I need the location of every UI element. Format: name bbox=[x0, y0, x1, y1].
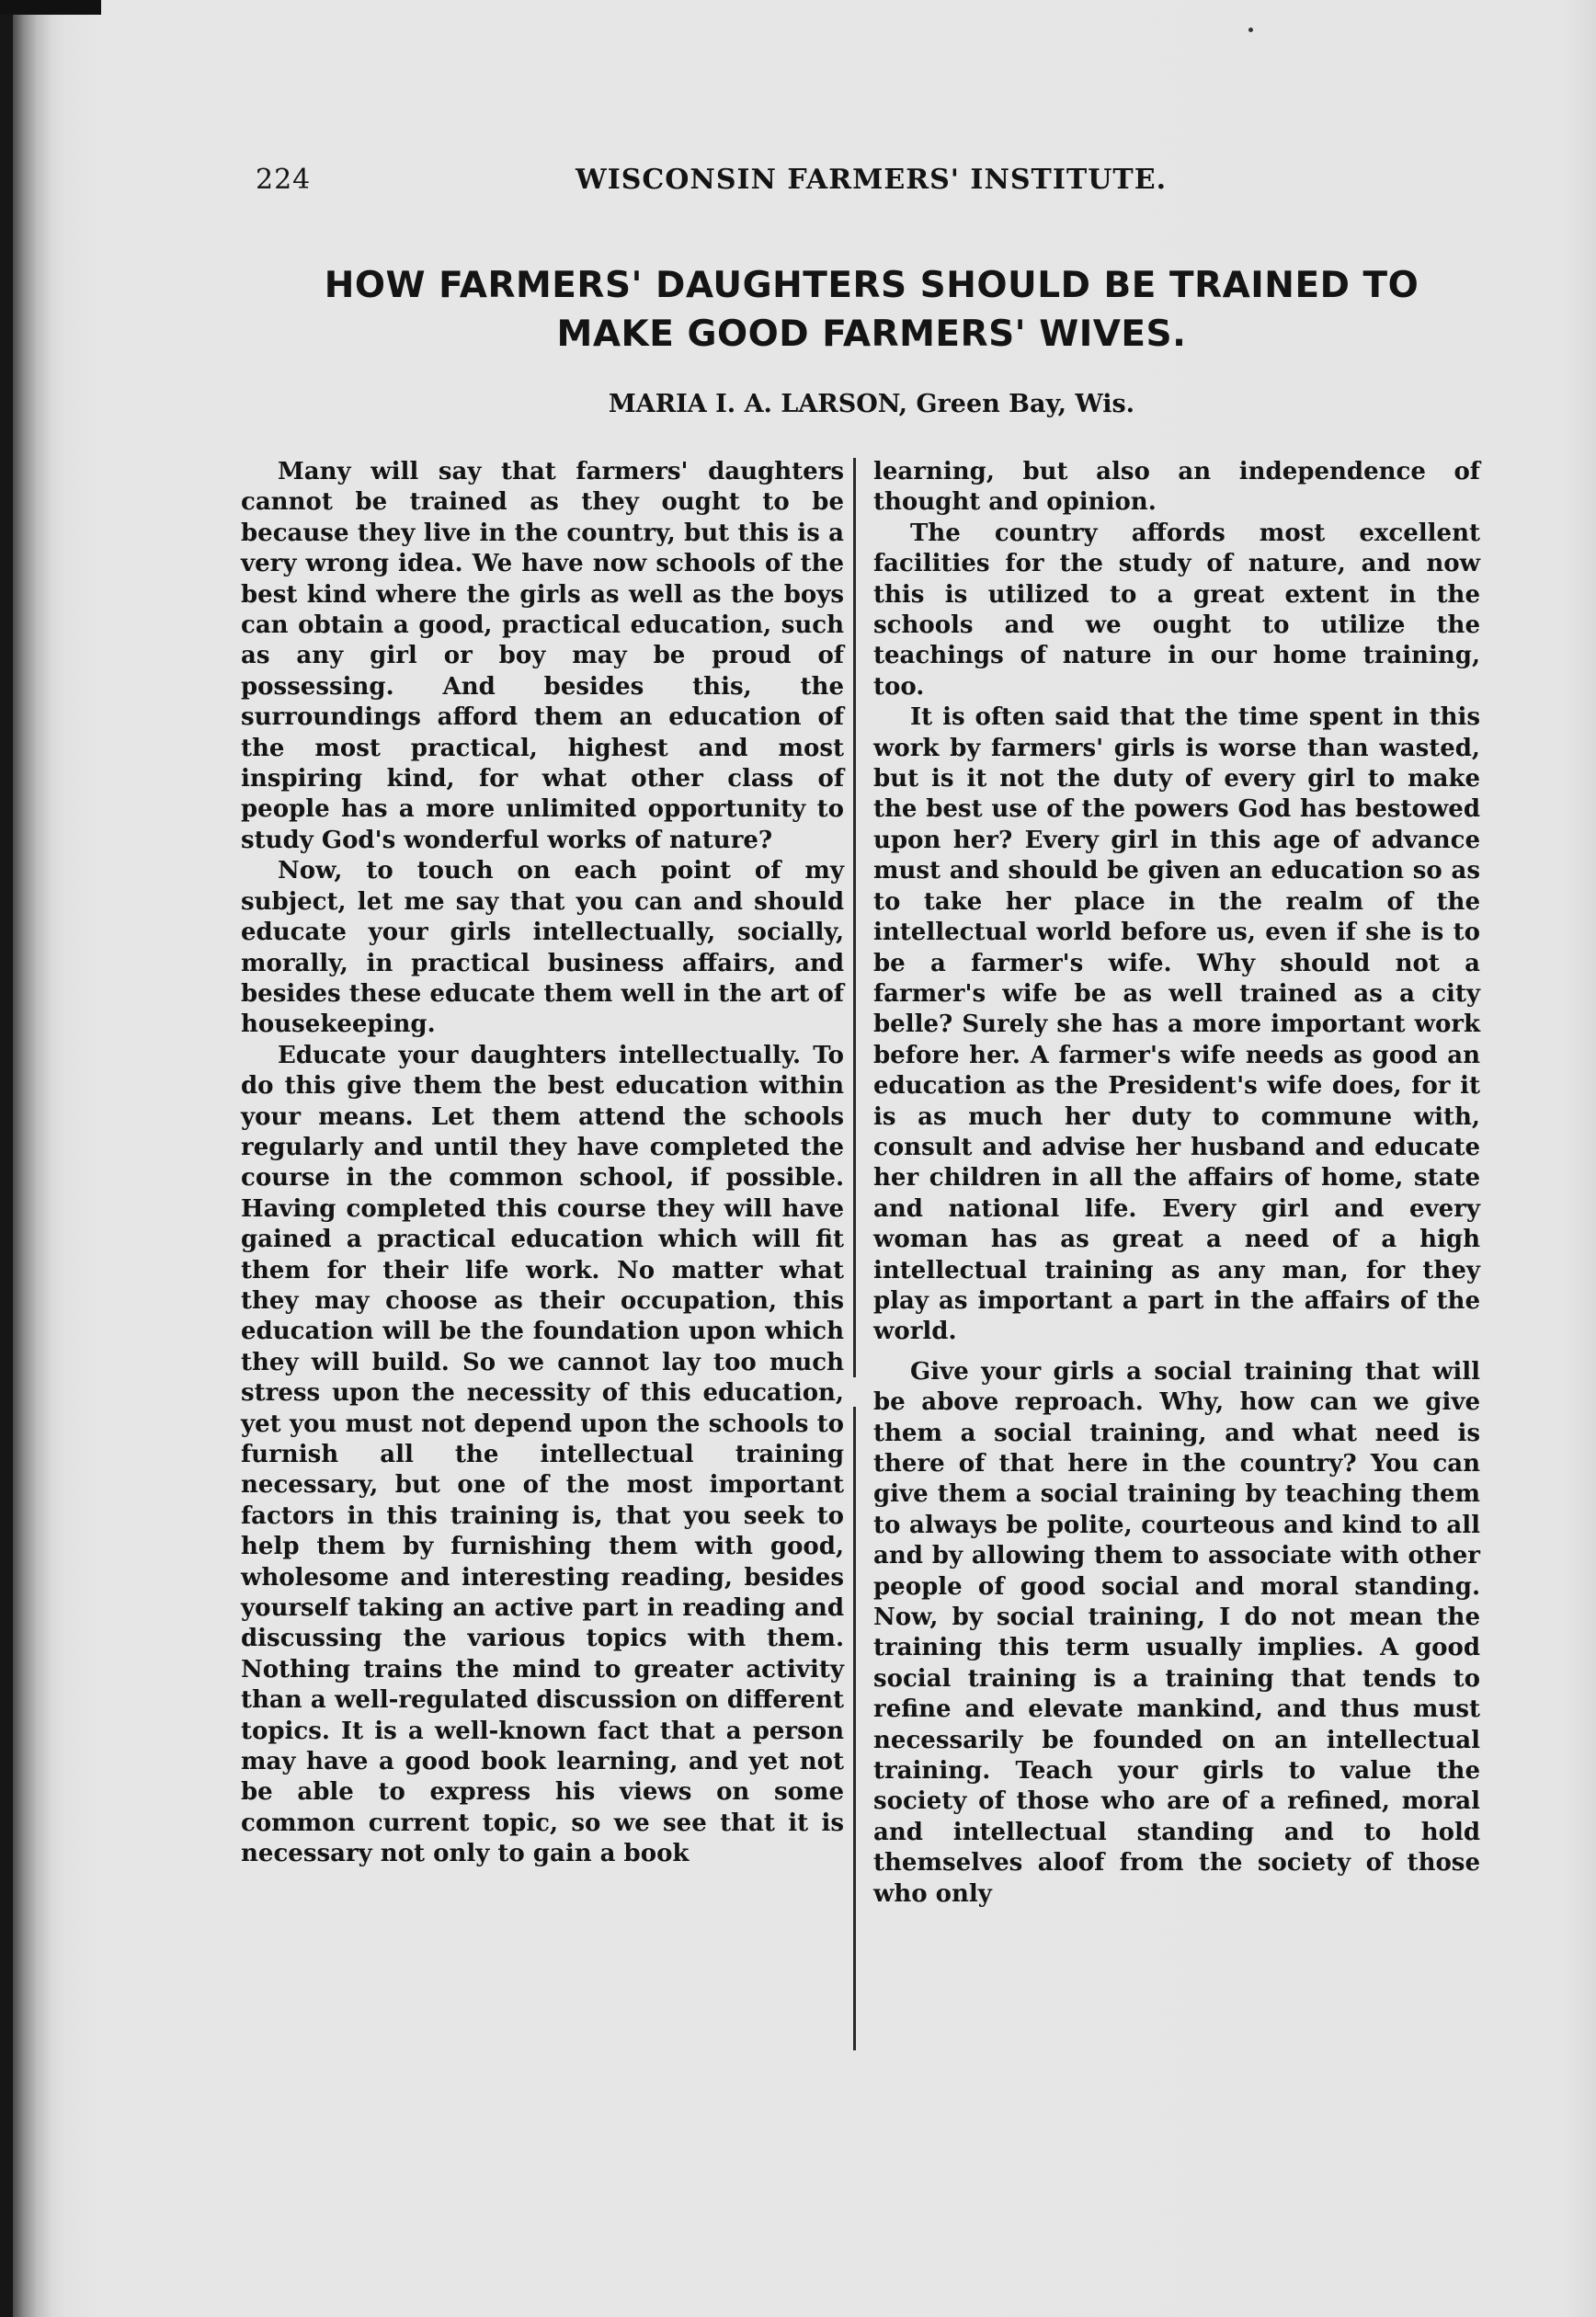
right-column bbox=[873, 457, 1480, 1910]
right-paragraph-2: The country affords most excellent facilities for the study of nature, and now this is utilized to a great extent in the schools and we ought to utilize the teachings of nature in our home training, too. bbox=[873, 519, 1480, 701]
column-divider-upper bbox=[853, 458, 856, 1377]
page-corner-shadow bbox=[0, 0, 101, 15]
article-title bbox=[248, 261, 1495, 359]
page-number: 224 bbox=[256, 164, 312, 196]
right-paragraph-3: It is often said that the time spent in this work by farmers' girls is worse than wasted, but is it not the duty of every girl to make the best use of the powers God has bestowed upon her? Every girl in this age of advance must and should be given an education so as to take her place in the realm of the intellectual world before us, even if she is to be a farmer's wife. Why should not a farmer's wife be as well trained as a city belle? Surely she has a more important work before her. A farmer's wife needs as good an education as the President's wife does, for it is as much her duty to commune with, consult and advise her husband and educate her children in all the affairs of home, state and national life. Every girl and every woman has as great a need of a high intellectual training as any man, for they play as important a part in the affairs of the world. bbox=[873, 703, 1480, 1346]
left-paragraph-1: Many will say that farmers' daughters cannot be trained as they ought to be because they live in the country, but this is a very wrong idea. We have now schools of the best kind where the girls as well as the boys can obtain a good, practical education, such as any girl or boy may be proud of possessing. And besides this, the surroundings afford them an education of the most practical, highest and most inspiring kind, for what other class of people has a more unlimited opportunity to study God's wonderful works of nature? bbox=[241, 458, 844, 854]
right-paragraph-4: Give your girls a social training that will be above reproach. Why, how can we give them a social training, and what need is there of that here in the country? You can give them a social training by teaching them to always be polite, courteous and kind to all and by allowing them to associate with other people of good social and moral standing. Now, by social training, I do not mean the training this term usually implies. A good social training is a training that tends to refine and elevate mankind, and thus must necessarily be founded on an intellectual training. Teach your girls to value the society of those who are of a refined, moral and intellectual standing and to hold themselves aloof from the society of those who only bbox=[873, 1357, 1480, 1908]
column-divider-lower bbox=[853, 1407, 856, 2050]
dust-speck bbox=[1248, 28, 1253, 32]
journal-title: WISCONSIN FARMERS' INSTITUTE. bbox=[576, 164, 1168, 196]
book-binding-shadow bbox=[0, 0, 13, 2317]
left-column bbox=[241, 457, 844, 1870]
article-title-line-1: HOW FARMERS' DAUGHTERS SHOULD BE TRAINED TO bbox=[324, 265, 1419, 306]
article-title-line-2: MAKE GOOD FARMERS' WIVES. bbox=[556, 314, 1187, 355]
left-paragraph-3: Educate your daughters intellectually. To do this give them the best education within your means. Let them attend the schools regularly and until they have completed the course in the common school, if possible. Having completed this course they will have gained a practical education which will fit them for their life work. No matter what they may choose as their occupation, this education will be the foundation upon which they will build. So we cannot lay too much stress upon the necessity of this education, yet you must not depend upon the schools to furnish all the intellectual training necessary, but one of the most important factors in this training is, that you seek to help them by furnishing them with good, wholesome and interesting reading, besides yourself taking an active part in reading and discussing the various topics with them. Nothing trains the mind to greater activity than a well-regulated discussion on different topics. It is a well-known fact that a person may have a good book learning, and yet not be able to express his views on some common current topic, so we see that it is necessary not only to gain a book bbox=[241, 1041, 844, 1868]
running-header bbox=[256, 164, 1203, 210]
right-paragraph-1: learning, but also an independence of thought and opinion. bbox=[873, 458, 1480, 517]
left-paragraph-2: Now, to touch on each point of my subject, let me say that you can and should educate your girls intellectually, socially, morally, in practical business affairs, and besides these educate them well in the art of housekeeping. bbox=[241, 857, 844, 1039]
article-byline: MARIA I. A. LARSON, Green Bay, Wis. bbox=[608, 390, 1135, 418]
